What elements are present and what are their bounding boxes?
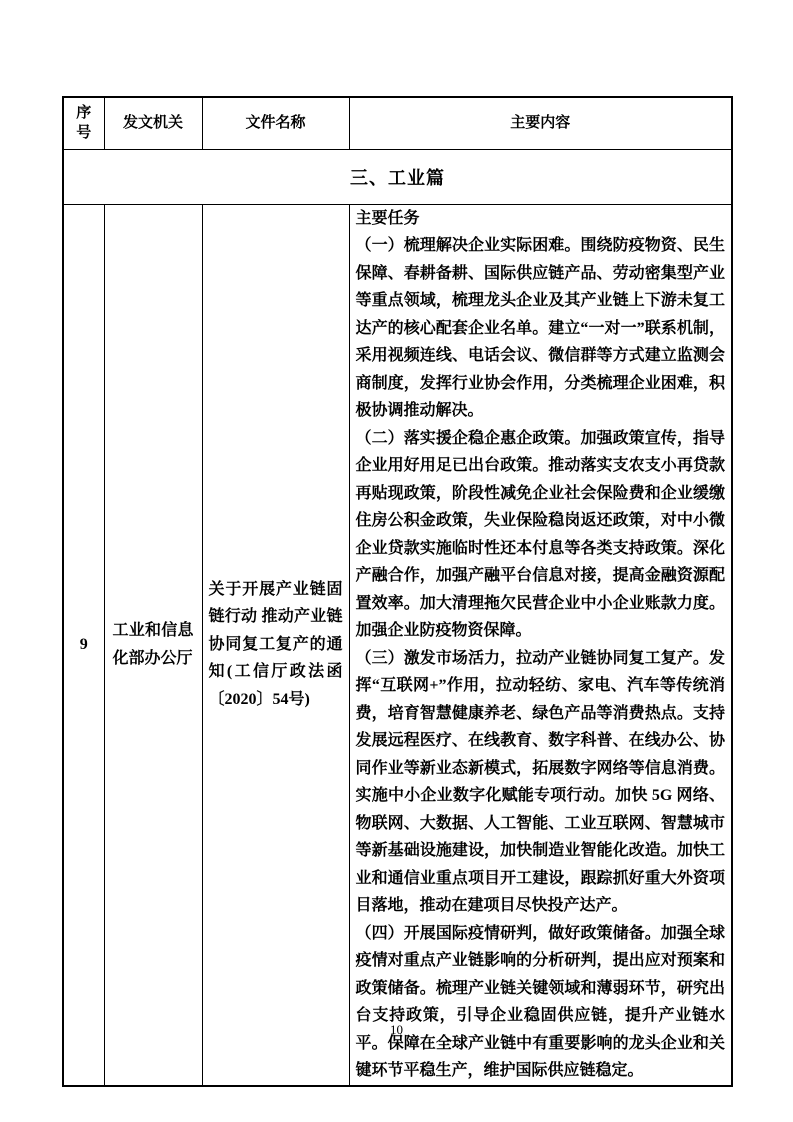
header-content: 主要内容 (349, 97, 732, 149)
header-serial: 序号 (63, 97, 104, 149)
section-title: 三、工业篇 (63, 149, 732, 204)
table-row (63, 204, 732, 1086)
header-doc-name: 文件名称 (202, 97, 349, 149)
header-agency: 发文机关 (104, 97, 202, 149)
content-paragraph: （二）落实援企稳企惠企政策。加强政策宣传，指导企业用好用足已出台政策。推动落实支农支小再贷款再贴现政策，阶段性减免企业社会保险费和企业缓缴住房公积金政策，失业保险稳岗返还政策，对中小微企业贷款实施临时性还本付息等各类支持政策。深化产融合作，加强产融平台信息对接，提高金融资源配置效率。加大清理拖欠民营企业中小企业账款力度。加强企业防疫物资保障。 (355, 429, 725, 639)
content-cell (349, 204, 732, 1086)
page-number: 10 (390, 1022, 403, 1037)
content-paragraph: （三）激发市场活力，拉动产业链协同复工复产。发挥“互联网+”作用，拉动轻纺、家电、汽车等传统消费，培育智慧健康养老、绿色产品等消费热点。支持发展远程医疗、在线教育、数字科普、在线办公、协同作业等新业态新模式，拓展数字网络等信息消费。实施中小企业数字化赋能专项行动。加快 5G 网络、物联网、大数据、人工智能、工业互联网、智慧城市等新基础设施建设，加快制造业智能化改造。加快工业和通信业重点项目开工建设，跟踪抓好重大外资项目落地，推动在建项目尽快投产达产。 (355, 649, 725, 914)
content-paragraph: （一）梳理解决企业实际困难。围绕防疫物资、民生保障、春耕备耕、国际供应链产品、劳动密集型产业等重点领域，梳理龙头企业及其产业链上下游未复工达产的核心配套企业名单。建立“一对一”联系机制，采用视频连线、电话会议、微信群等方式建立监测会商制度，发挥行业协会作用，分类梳理企业困难，积极协调推动解决。 (355, 237, 725, 419)
content-heading: 主要任务 (355, 209, 420, 227)
content-paragraph: （四）开展国际疫情研判，做好政策储备。加强全球疫情对重点产业链影响的分析研判，提出应对预案和政策储备。梳理产业链关键领域和薄弱环节，研究出台支持政策，引导企业稳固供应链，提升产业链水平。保障在全球产业链中有重要影响的龙头企业和关键环节平稳生产，维护国际供应链稳定。 (355, 924, 725, 1079)
policy-document-table (62, 96, 733, 1087)
agency-cell: 工业和信息化部办公厅 (104, 204, 202, 1086)
section-title-row (63, 149, 732, 204)
doc-name-cell: 关于开展产业链固链行动 推动产业链协同复工复产的通知(工信厅政法函〔2020〕54号) (202, 204, 349, 1086)
serial-cell: 9 (63, 204, 104, 1086)
table-header-row (63, 97, 732, 149)
